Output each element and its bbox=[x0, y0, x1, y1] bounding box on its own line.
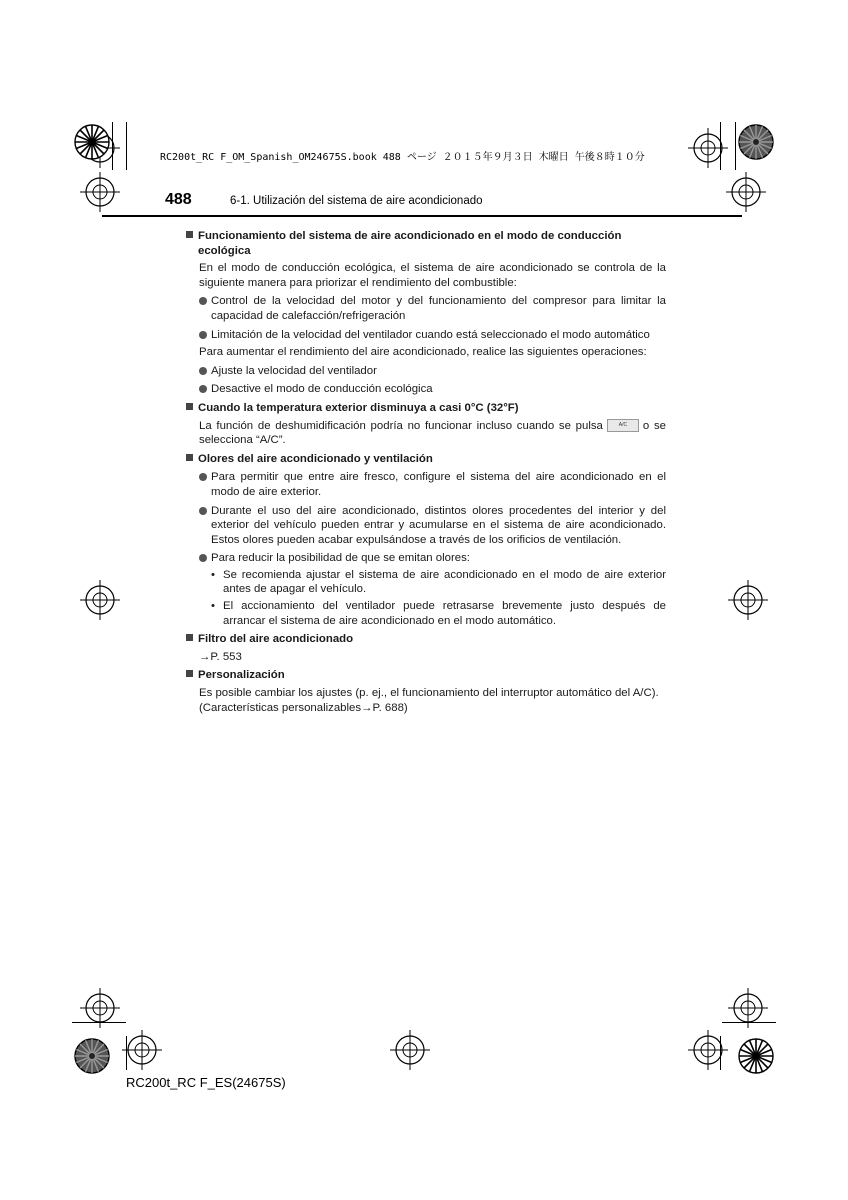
square-bullet-icon bbox=[186, 670, 193, 677]
sub-bullet-text: El accionamiento del ventilador puede retrasarse brevemente justo después de arrancar el sistema de aire acondicionado en el modo automático. bbox=[223, 600, 666, 627]
heading-text: Filtro del aire acondicionado bbox=[198, 633, 354, 646]
paragraph: Es posible cambiar los ajustes (p. ej., el funcionamiento del interruptor automático del A/C). bbox=[199, 687, 659, 700]
bullet-item bbox=[186, 364, 666, 379]
color-rosette-mark bbox=[72, 122, 112, 162]
section-title: 6-1. Utilización del sistema de aire acondicionado bbox=[230, 195, 483, 207]
bullet-text: Ajuste la velocidad del ventilador bbox=[211, 364, 377, 377]
crop-line bbox=[720, 1036, 721, 1070]
bullet-item bbox=[186, 551, 666, 566]
sub-bullet-item bbox=[186, 568, 666, 597]
heading-text: Funcionamiento del sistema de aire acondicionado en el modo de conducción ecológica bbox=[198, 230, 622, 257]
bullet-text: Para reducir la posibilidad de que se emitan olores: bbox=[211, 552, 470, 565]
sub-bullet-item bbox=[186, 599, 666, 628]
square-bullet-icon bbox=[186, 454, 193, 461]
circle-bullet-icon bbox=[199, 554, 207, 562]
heading-odors bbox=[186, 452, 666, 467]
registration-mark bbox=[688, 128, 728, 168]
bullet-text: Para permitir que entre aire fresco, configure el sistema del aire acondicionado en el modo de aire exterior. bbox=[211, 471, 666, 498]
registration-mark bbox=[80, 172, 120, 212]
circle-bullet-icon bbox=[199, 385, 207, 393]
heading-text: Cuando la temperatura exterior disminuya a casi 0°C (32°F) bbox=[198, 401, 519, 414]
page-number: 488 bbox=[165, 191, 192, 208]
bullet-item bbox=[186, 504, 666, 548]
bullet-item bbox=[186, 294, 666, 323]
paragraph bbox=[186, 419, 666, 448]
bullet-item bbox=[186, 470, 666, 499]
square-bullet-icon bbox=[186, 231, 193, 238]
registration-mark bbox=[688, 1030, 728, 1070]
bullet-item bbox=[186, 328, 666, 343]
crop-line bbox=[126, 1036, 127, 1070]
square-bullet-icon bbox=[186, 634, 193, 641]
color-rosette-mark bbox=[72, 1036, 112, 1076]
paragraph-text: La función de deshumidificación podría no funcionar incluso cuando se pulsa bbox=[199, 419, 603, 432]
circle-bullet-icon bbox=[199, 367, 207, 375]
paragraph: Para aumentar el rendimiento del aire acondicionado, realice las siguientes operaciones: bbox=[199, 346, 647, 359]
header-rule bbox=[102, 215, 742, 217]
color-rosette-mark bbox=[736, 122, 776, 162]
registration-mark bbox=[122, 1030, 162, 1070]
registration-mark bbox=[390, 1030, 430, 1070]
sub-bullet-marker: • bbox=[211, 600, 215, 613]
registration-mark bbox=[80, 580, 120, 620]
square-bullet-icon bbox=[186, 403, 193, 410]
heading-eco-mode bbox=[186, 229, 666, 258]
customization-reference[interactable]: (Características personalizables→P. 688) bbox=[199, 701, 408, 714]
circle-bullet-icon bbox=[199, 331, 207, 339]
page-reference-link[interactable]: →P. 553 bbox=[199, 650, 242, 663]
paragraph: En el modo de conducción ecológica, el sistema de aire acondicionado se controla de la siguiente manera para priorizar el rendimiento del combustible: bbox=[199, 262, 666, 289]
crop-line bbox=[126, 122, 127, 170]
crop-line bbox=[72, 1022, 126, 1023]
sub-bullet-marker: • bbox=[211, 568, 215, 581]
crop-line bbox=[735, 122, 736, 170]
sub-bullet-text: Se recomienda ajustar el sistema de aire acondicionado en el modo de aire exterior antes de apagar el vehículo. bbox=[223, 568, 666, 596]
page-content bbox=[186, 225, 666, 715]
crop-line bbox=[112, 122, 113, 170]
ac-button-icon: A/C bbox=[607, 419, 639, 432]
circle-bullet-icon bbox=[199, 507, 207, 515]
heading-low-temperature bbox=[186, 401, 666, 416]
bullet-text: Durante el uso del aire acondicionado, distintos olores procedentes del interior y del exterior del vehículo pueden entrar y acumularse en el sistema de aire acondicionado. Estos olores pueden acabar expulsándose a través de los orificios de ventilación. bbox=[211, 504, 666, 546]
print-file-header: RC200t_RC F_OM_Spanish_OM24675S.book 488 ページ ２０１５年９月３日 木曜日 午後８時１０分 bbox=[160, 152, 645, 163]
bullet-text: Limitación de la velocidad del ventilador cuando está seleccionado el modo automático bbox=[211, 328, 650, 341]
crop-line bbox=[722, 1022, 776, 1023]
crop-line bbox=[720, 122, 721, 170]
bullet-text: Desactive el modo de conducción ecológica bbox=[211, 383, 433, 396]
circle-bullet-icon bbox=[199, 297, 207, 305]
registration-mark bbox=[728, 580, 768, 620]
heading-text: Olores del aire acondicionado y ventilación bbox=[198, 452, 433, 465]
registration-mark bbox=[726, 172, 766, 212]
color-rosette-mark bbox=[736, 1036, 776, 1076]
circle-bullet-icon bbox=[199, 473, 207, 481]
heading-text: Personalización bbox=[198, 669, 285, 682]
footer-code: RC200t_RC F_ES(24675S) bbox=[126, 1075, 286, 1090]
heading-customization bbox=[186, 668, 666, 683]
paragraph-text: o se selecciona “A/C”. bbox=[199, 419, 667, 447]
heading-air-filter bbox=[186, 632, 666, 647]
bullet-item bbox=[186, 382, 666, 397]
bullet-text: Control de la velocidad del motor y del funcionamiento del compresor para limitar la capacidad de calefacción/refrigeración bbox=[211, 295, 666, 322]
